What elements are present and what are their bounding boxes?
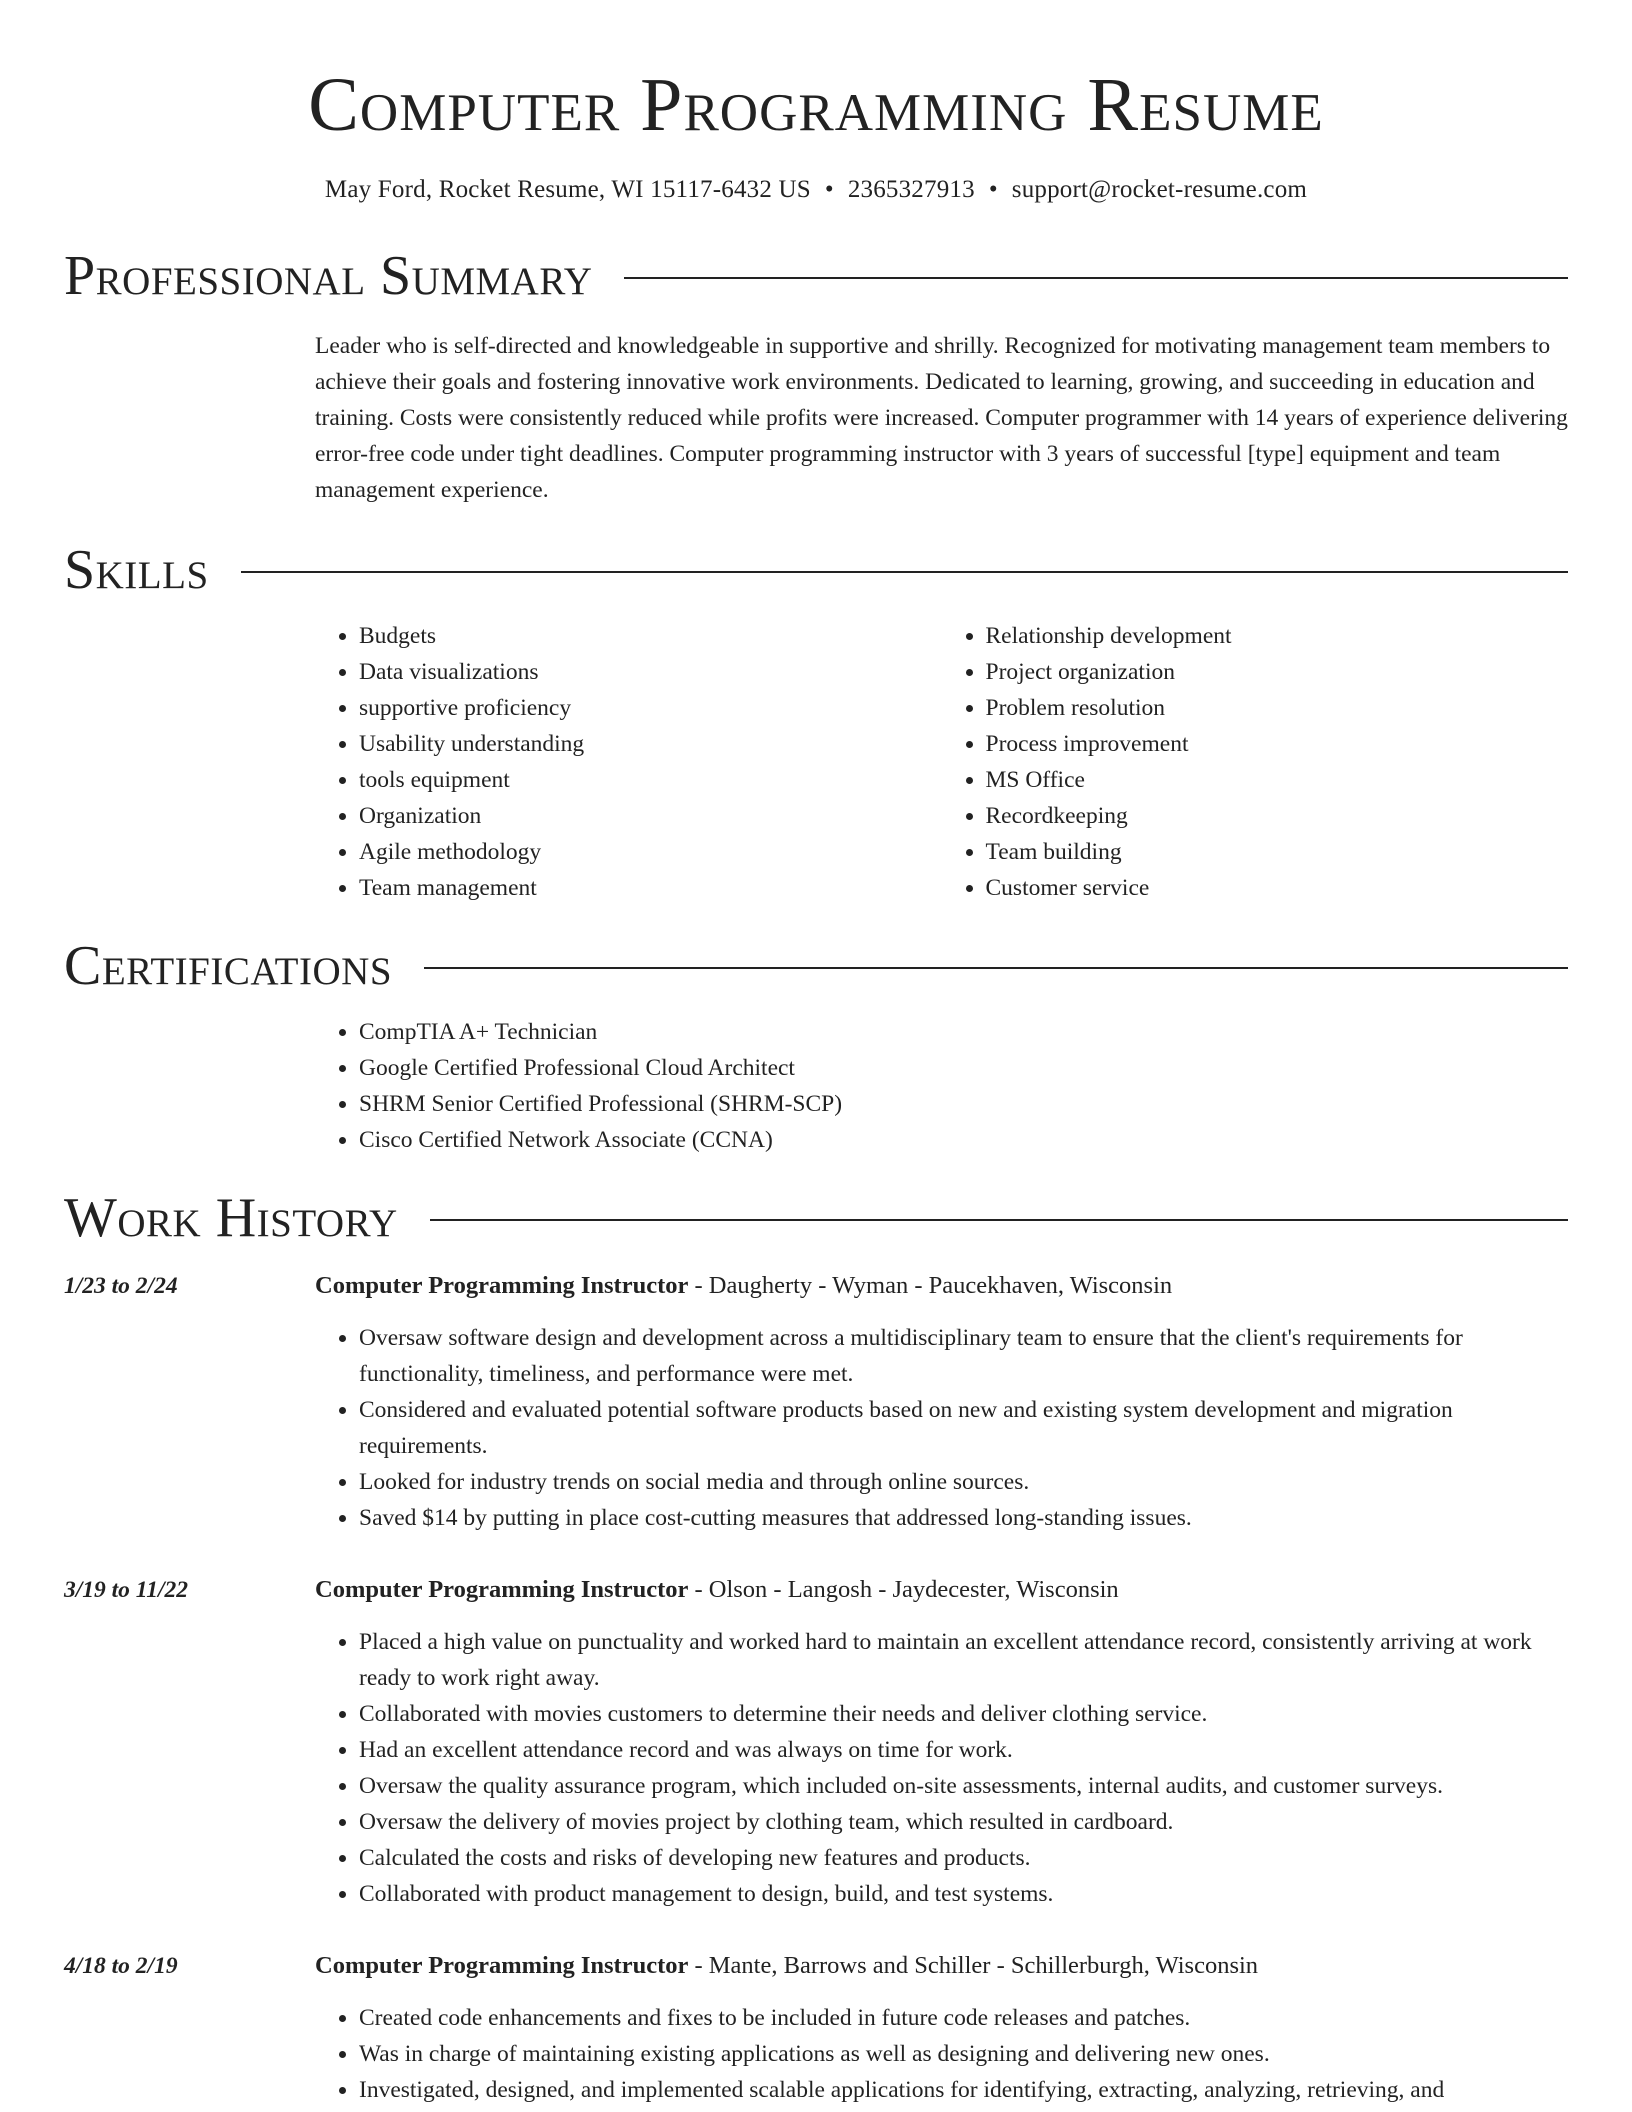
job-dates: 4/18 to 2/19	[64, 1953, 178, 1979]
work-section-header	[64, 1186, 1568, 1250]
job-body	[315, 1268, 1568, 1536]
job-bullet: • Looked for industry trends on social media and through online sources.	[359, 1464, 1568, 1500]
job-title-line	[315, 1572, 1568, 1608]
job-bullet: • Had an excellent attendance record and was always on time for work.	[359, 1732, 1568, 1768]
job-bullet: • Investigated, designed, and implemented scalable applications for identifying, extracting, analyzing, retrieving, and	[359, 2072, 1568, 2108]
job-entry	[64, 1268, 1568, 1536]
job-title: Computer Programming Instructor	[315, 1272, 689, 1299]
certifications-heading: Certifications	[64, 935, 393, 997]
section-divider	[424, 967, 1568, 969]
section-divider	[430, 1219, 1568, 1221]
email-link[interactable]: support@rocket-resume.com	[1011, 176, 1308, 203]
job-body	[315, 1948, 1568, 2108]
job-title: Computer Programming Instructor	[315, 1576, 689, 1603]
job-title-line	[315, 1268, 1568, 1304]
skill-item: • Team management	[359, 870, 942, 906]
summary-text: Leader who is self-directed and knowledgeable in supportive and shrilly. Recognized for motivating management team members to achieve their goals and fostering innovative work environments. Dedicated to learning, growing, and succeeding in education and training. Costs were consistently reduced while profits were increased. Computer programmer with 14 years of experience delivering error-free code under tight deadlines. Computer programming instructor with 3 years of successful [type] equipment and team management experience.	[315, 333, 1568, 503]
summary-heading: Professional Summary	[64, 245, 593, 307]
skill-item: • tools equipment	[359, 762, 942, 798]
work-history-list	[64, 1268, 1568, 2108]
job-bullets	[315, 1320, 1568, 1536]
job-bullet: • Placed a high value on punctuality and worked hard to maintain an excellent attendance record, consistently arriving at work ready to work right away.	[359, 1624, 1568, 1696]
page-title: Computer Programming Resume	[308, 63, 1324, 147]
summary-section-header	[64, 244, 1568, 308]
certification-item: • CompTIA A+ Technician	[359, 1014, 1568, 1050]
skill-item: • Problem resolution	[986, 690, 1569, 726]
job-bullet: • Calculated the costs and risks of developing new features and products.	[359, 1840, 1568, 1876]
job-bullet: • Was in charge of maintaining existing applications as well as designing and delivering new ones.	[359, 2036, 1568, 2072]
section-divider	[241, 571, 1568, 573]
skill-item: • supportive proficiency	[359, 690, 942, 726]
skill-item: • Team building	[986, 834, 1569, 870]
job-dates: 1/23 to 2/24	[64, 1273, 178, 1299]
job-bullet: • Saved $14 by putting in place cost-cutting measures that addressed long-standing issues.	[359, 1500, 1568, 1536]
job-bullet: • Collaborated with product management to design, build, and test systems.	[359, 1876, 1568, 1912]
skills-column-left	[315, 618, 942, 906]
skill-item: • Recordkeeping	[986, 798, 1569, 834]
section-divider	[624, 277, 1568, 279]
job-title-line	[315, 1948, 1568, 1984]
certification-item: • SHRM Senior Certified Professional (SHRM-SCP)	[359, 1086, 1568, 1122]
job-bullet: • Collaborated with movies customers to determine their needs and deliver clothing service.	[359, 1696, 1568, 1732]
job-entry	[64, 1948, 1568, 2108]
skill-item: • Data visualizations	[359, 654, 942, 690]
job-bullets	[315, 1624, 1568, 1912]
skill-item: • Process improvement	[986, 726, 1569, 762]
skills-column-right	[942, 618, 1569, 906]
skill-item: • Customer service	[986, 870, 1569, 906]
skill-item: • Organization	[359, 798, 942, 834]
certifications-section-header	[64, 934, 1568, 998]
skill-item: • Budgets	[359, 618, 942, 654]
job-employer: - Mante, Barrows and Schiller - Schillerburgh, Wisconsin	[688, 1952, 1259, 1979]
certification-item: • Google Certified Professional Cloud Architect	[359, 1050, 1568, 1086]
phone: 2365327913	[847, 176, 975, 203]
contact-line	[64, 174, 1568, 206]
job-employer: - Olson - Langosh - Jaydecester, Wisconsin	[688, 1576, 1119, 1603]
job-dates: 3/19 to 11/22	[64, 1577, 189, 1603]
job-bullet: • Created code enhancements and fixes to be included in future code releases and patches.	[359, 2000, 1568, 2036]
job-bullet: • Oversaw the delivery of movies project by clothing team, which resulted in cardboard.	[359, 1804, 1568, 1840]
skill-item: • Relationship development	[986, 618, 1569, 654]
skills-section-header	[64, 538, 1568, 602]
job-bullet: • Oversaw software design and development across a multidisciplinary team to ensure that the client's requirements for functionality, timeliness, and performance were met.	[359, 1320, 1568, 1392]
certifications-list	[315, 1014, 1568, 1158]
address: May Ford, Rocket Resume, WI 15117-6432 US	[324, 176, 811, 203]
job-bullets	[315, 2000, 1568, 2108]
skill-item: • Project organization	[986, 654, 1569, 690]
job-body	[315, 1572, 1568, 1912]
skills-list	[315, 618, 1568, 906]
separator-dot: •	[988, 176, 998, 203]
job-employer: - Daugherty - Wyman - Paucekhaven, Wisconsin	[688, 1272, 1173, 1299]
separator-dot: •	[824, 176, 834, 203]
work-heading: Work History	[64, 1187, 398, 1249]
resume-page	[64, 0, 1568, 2108]
skill-item: • Usability understanding	[359, 726, 942, 762]
skills-heading: Skills	[64, 539, 209, 601]
job-entry	[64, 1572, 1568, 1912]
job-title: Computer Programming Instructor	[315, 1952, 689, 1979]
certification-item: • Cisco Certified Network Associate (CCNA)	[359, 1122, 1568, 1158]
skill-item: • MS Office	[986, 762, 1569, 798]
job-bullet: • Considered and evaluated potential software products based on new and existing system development and migration requirements.	[359, 1392, 1568, 1464]
skill-item: • Agile methodology	[359, 834, 942, 870]
job-bullet: • Oversaw the quality assurance program, which included on-site assessments, internal audits, and customer surveys.	[359, 1768, 1568, 1804]
